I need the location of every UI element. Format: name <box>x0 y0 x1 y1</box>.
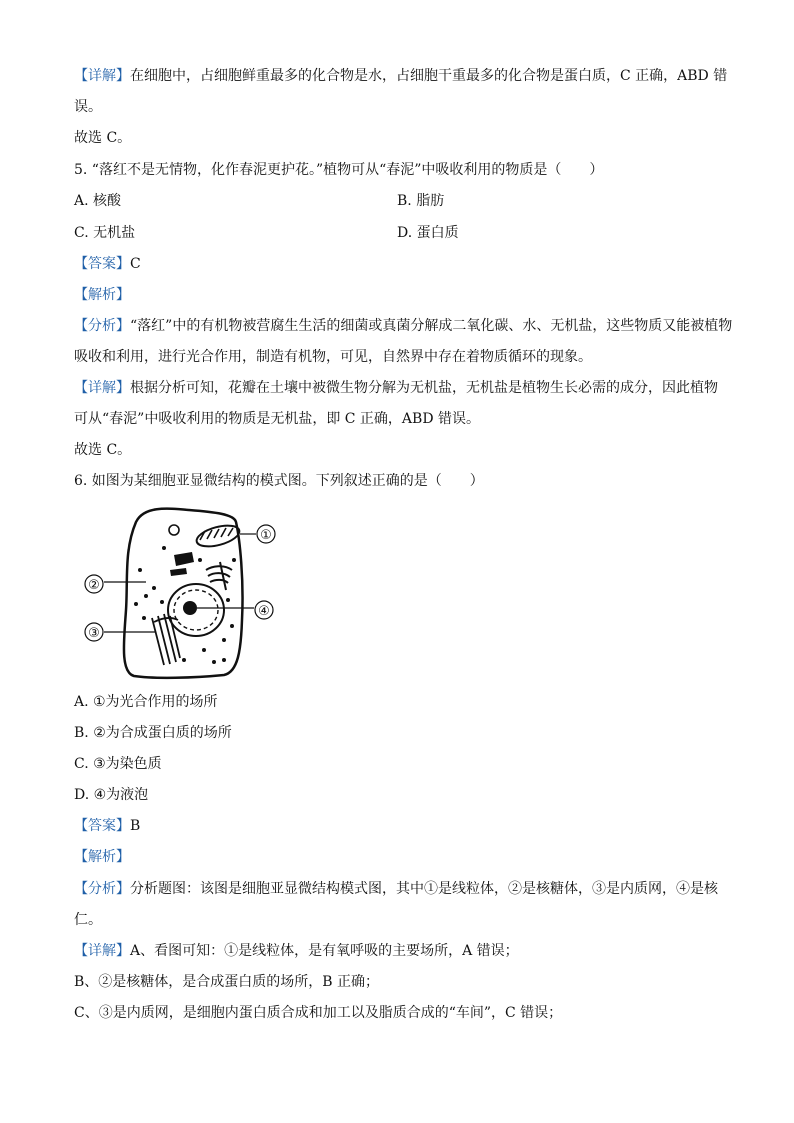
detail-paragraph-q4: 【详解】在细胞中，占细胞鲜重最多的化合物是水，占细胞干重最多的化合物是蛋白质，C 正确，ABD 错 <box>74 68 728 84</box>
q5-fenxi-line-2: 吸收和利用，进行光合作用，制造有机物，可见，自然界中存在着物质循环的现象。 <box>74 349 592 365</box>
q5-option-c: C. 无机盐 <box>74 225 136 241</box>
q6-option-a: A. ①为光合作用的场所 <box>74 694 218 710</box>
endoplasmic-reticulum <box>152 614 180 665</box>
q5-answer: 【答案】C <box>74 256 141 272</box>
q6-option-b: B. ②为合成蛋白质的场所 <box>74 725 232 741</box>
vesicle <box>169 525 179 535</box>
tag-detail: 【详解】 <box>74 943 130 959</box>
conclusion-q4: 故选 C。 <box>74 130 132 146</box>
tag-answer: 【答案】 <box>74 256 130 272</box>
q5-option-d: D. 蛋白质 <box>397 225 459 241</box>
tag-detail: 【详解】 <box>74 380 130 396</box>
q5-conclusion: 故选 C。 <box>74 442 132 458</box>
q6-analysis-heading <box>74 847 734 867</box>
question-6-stem: 6. 如图为某细胞亚显微结构的模式图。下列叙述正确的是（ ） <box>74 473 484 489</box>
q5-fenxi-line-1: 【分析】“落红”中的有机物被营腐生生活的细菌或真菌分解成二氧化碳、水、无机盐，这些物质又能被植物 <box>74 318 733 334</box>
q6-detail-line-1: 【详解】A、看图可知：①是线粒体，是有氧呼吸的主要场所，A 错误； <box>74 943 519 959</box>
label-4: ④ <box>258 604 270 619</box>
cell-structure-figure <box>74 500 304 680</box>
cell-diagram <box>74 500 304 680</box>
tag-fenxi: 【分析】 <box>74 881 130 897</box>
q5-detail-line-1: 【详解】根据分析可知，花瓣在土壤中被微生物分解为无机盐，无机盐是植物生长必需的成分，因此植物 <box>74 380 718 396</box>
nucleolus <box>183 601 197 615</box>
tag-answer: 【答案】 <box>74 818 130 834</box>
q6-fenxi-line-2: 仁。 <box>74 912 102 928</box>
q5-detail-line-2: 可从“春泥”中吸收利用的物质是无机盐，即 C 正确，ABD 错误。 <box>74 411 480 427</box>
granule-cluster <box>174 552 194 566</box>
q6-option-c: C. ③为染色质 <box>74 756 162 772</box>
label-2: ② <box>88 578 100 593</box>
tag-analysis: 【解析】 <box>74 287 130 303</box>
q6-answer: 【答案】B <box>74 818 141 834</box>
q5-analysis-heading <box>74 285 734 305</box>
question-5-stem: 5. “落红不是无情物，化作春泥更护花。”植物可从“春泥”中吸收利用的物质是（ ） <box>74 162 604 178</box>
text-line: 误。 <box>74 99 102 115</box>
q6-detail-line-3: C、③是内质网，是细胞内蛋白质合成和加工以及脂质合成的“车间”，C 错误； <box>74 1005 563 1021</box>
label-1: ① <box>260 528 272 543</box>
q6-fenxi-line-1: 【分析】分析题图：该图是细胞亚显微结构模式图，其中①是线粒体，②是核糖体，③是内质网，④是核 <box>74 881 718 897</box>
q6-detail-line-2: B、②是核糖体，是合成蛋白质的场所，B 正确； <box>74 974 380 990</box>
tag-detail: 【详解】 <box>74 68 130 84</box>
label-3: ③ <box>88 626 100 641</box>
q5-option-a: A. 核酸 <box>74 193 122 209</box>
q6-option-d: D. ④为液泡 <box>74 787 149 803</box>
q5-option-b: B. 脂肪 <box>397 193 445 209</box>
golgi <box>206 562 232 590</box>
tag-analysis: 【解析】 <box>74 849 130 865</box>
tag-fenxi: 【分析】 <box>74 318 130 334</box>
